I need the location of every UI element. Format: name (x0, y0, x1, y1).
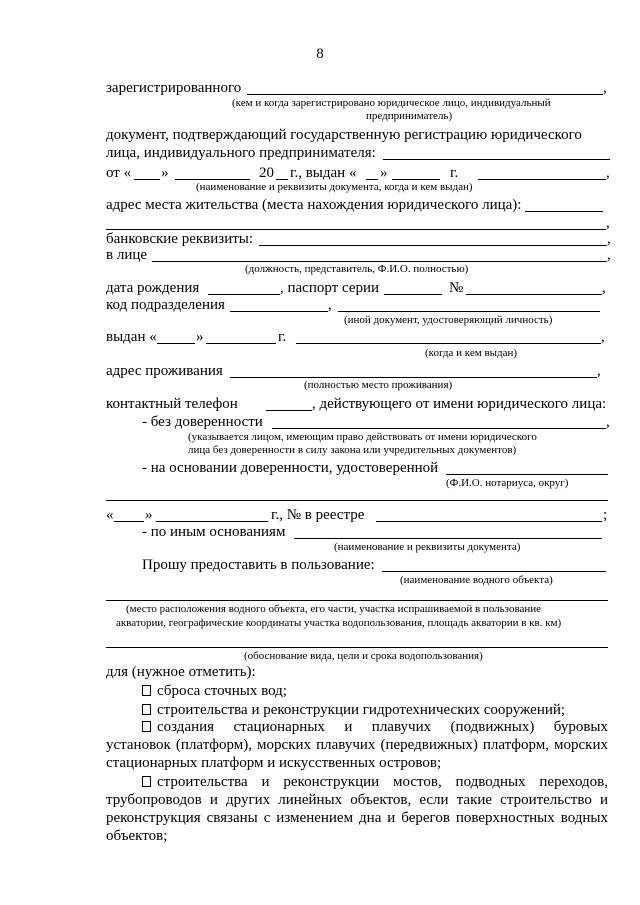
residence-field[interactable] (230, 377, 597, 378)
residence-caption: (полностью место проживания) (304, 379, 453, 391)
passport-label: , паспорт серии (280, 280, 380, 296)
passport-series-field[interactable] (384, 294, 442, 295)
no-proxy-caption-2: лица без доверенности в силу закона или учредительных документов) (188, 444, 517, 456)
option-3: создания стационарных и плавучих (подвижных) буровых (142, 719, 608, 736)
division-field[interactable] (230, 311, 328, 312)
doc-field[interactable] (383, 159, 610, 160)
passport-number-field[interactable] (466, 294, 602, 295)
doc-year-field[interactable] (276, 179, 288, 180)
option-4-line-4: объектов; (106, 828, 168, 844)
id-document-field[interactable] (338, 311, 600, 312)
doc-from-label: от « (106, 165, 132, 181)
registered-caption-2: предприниматель) (366, 110, 453, 122)
birth-label: дата рождения (106, 280, 200, 296)
other-label: - по иным основаниям (142, 524, 286, 540)
option-1-checkbox[interactable] (142, 685, 151, 696)
request-label: Прошу предоставить в пользование: (142, 557, 375, 573)
issued-month-2-field[interactable] (206, 343, 276, 344)
purpose-label: для (нужное отметить): (106, 664, 256, 680)
justification-field[interactable] (106, 647, 608, 648)
residence-label: адрес проживания (106, 363, 223, 379)
option-4-line-3: реконструкция связаны с изменением дна и берегов поверхностных водных (106, 810, 608, 826)
registry-month-field[interactable] (156, 521, 268, 522)
registry-day-field[interactable] (114, 521, 144, 522)
address-label: адрес места жительства (места нахождения юридического лица): (106, 197, 522, 213)
registered-caption: (кем и когда зарегистрировано юридическое лицо, индивидуальный (232, 97, 551, 109)
option-2: строительства и реконструкции гидротехнических сооружений; (142, 702, 565, 719)
proxy-label: - на основании доверенности, удостоверенной (142, 460, 439, 476)
issued-caption: (когда и кем выдан) (425, 347, 518, 359)
doc-line-2: лица, индивидуального предпринимателя: (106, 145, 376, 161)
justification-caption: (обоснование вида, цели и срока водопользования) (244, 650, 483, 662)
issued-short-label: выдан « (106, 329, 157, 345)
option-3-checkbox[interactable] (142, 721, 151, 732)
proxy-field[interactable] (446, 474, 608, 475)
bank-field[interactable] (259, 245, 607, 246)
notary-field[interactable] (106, 500, 608, 501)
issued-by-2-field[interactable] (296, 343, 601, 344)
division-label: код подразделения (106, 297, 225, 313)
notary-caption: (Ф.И.О. нотариуса, округ) (446, 477, 569, 489)
registry-open-quote: « (106, 507, 114, 523)
registered-label: зарегистрированного (106, 80, 242, 96)
doc-line-1: документ, подтверждающий государственную регистрацию юридического (106, 127, 582, 143)
water-object-field[interactable] (382, 571, 606, 572)
location-caption-2: акватории, географические координаты участка водопользования, площадь акватории в кв. км) (116, 617, 562, 629)
option-4-line-2: трубопроводов и других линейных объектов, если такие строительство и (106, 792, 608, 808)
phone-label: контактный телефон (106, 396, 238, 412)
option-4-checkbox[interactable] (142, 776, 151, 787)
option-3-line-3: стационарных платформ и искусственных островов; (106, 755, 442, 771)
issued-by-field[interactable] (478, 179, 606, 180)
id-caption: (иной документ, удостоверяющий личность) (344, 314, 553, 326)
address-field-2[interactable] (106, 229, 606, 230)
no-proxy-field[interactable] (272, 428, 606, 429)
person-caption: (должность, представитель, Ф.И.О. полностью) (245, 263, 469, 275)
location-field[interactable] (106, 600, 608, 601)
doc-caption: (наименование и реквизиты документа, когда и кем выдан) (196, 181, 473, 193)
option-1: сброса сточных вод; (142, 683, 287, 700)
registry-label: г., № в реестре (271, 507, 365, 523)
issued-month-field[interactable] (392, 179, 440, 180)
acting-label: , действующего от имени юридического лица: (312, 396, 607, 412)
registry-number-field[interactable] (376, 521, 602, 522)
other-field[interactable] (294, 538, 602, 539)
option-2-checkbox[interactable] (142, 704, 151, 715)
option-3-line-2: установок (платформ), морских плавучих (передвижных) платформ, морских (106, 737, 608, 753)
page-number: 8 (316, 46, 324, 62)
address-field[interactable] (525, 211, 603, 212)
other-caption: (наименование и реквизиты документа) (334, 541, 521, 553)
water-caption: (наименование водного объекта) (400, 574, 553, 586)
issued-day-field[interactable] (366, 179, 378, 180)
registered-field[interactable] (247, 94, 603, 95)
person-field[interactable] (152, 261, 607, 262)
no-proxy-label: - без доверенности (142, 414, 263, 430)
location-caption: (место расположения водного объекта, его части, участка испрашиваемой в пользование (126, 603, 542, 615)
phone-field[interactable] (266, 410, 312, 411)
no-proxy-caption: (указывается лицом, имеющим право действовать от имени юридического (188, 431, 537, 443)
option-4: строительства и реконструкции мостов, подводных переходов, (142, 774, 608, 791)
doc-month-field[interactable] (175, 179, 250, 180)
bank-label: банковские реквизиты: (106, 231, 254, 247)
doc-day-field[interactable] (134, 179, 160, 180)
person-label: в лице (106, 247, 148, 263)
issued-day-2-field[interactable] (157, 343, 195, 344)
birth-field[interactable] (208, 294, 280, 295)
